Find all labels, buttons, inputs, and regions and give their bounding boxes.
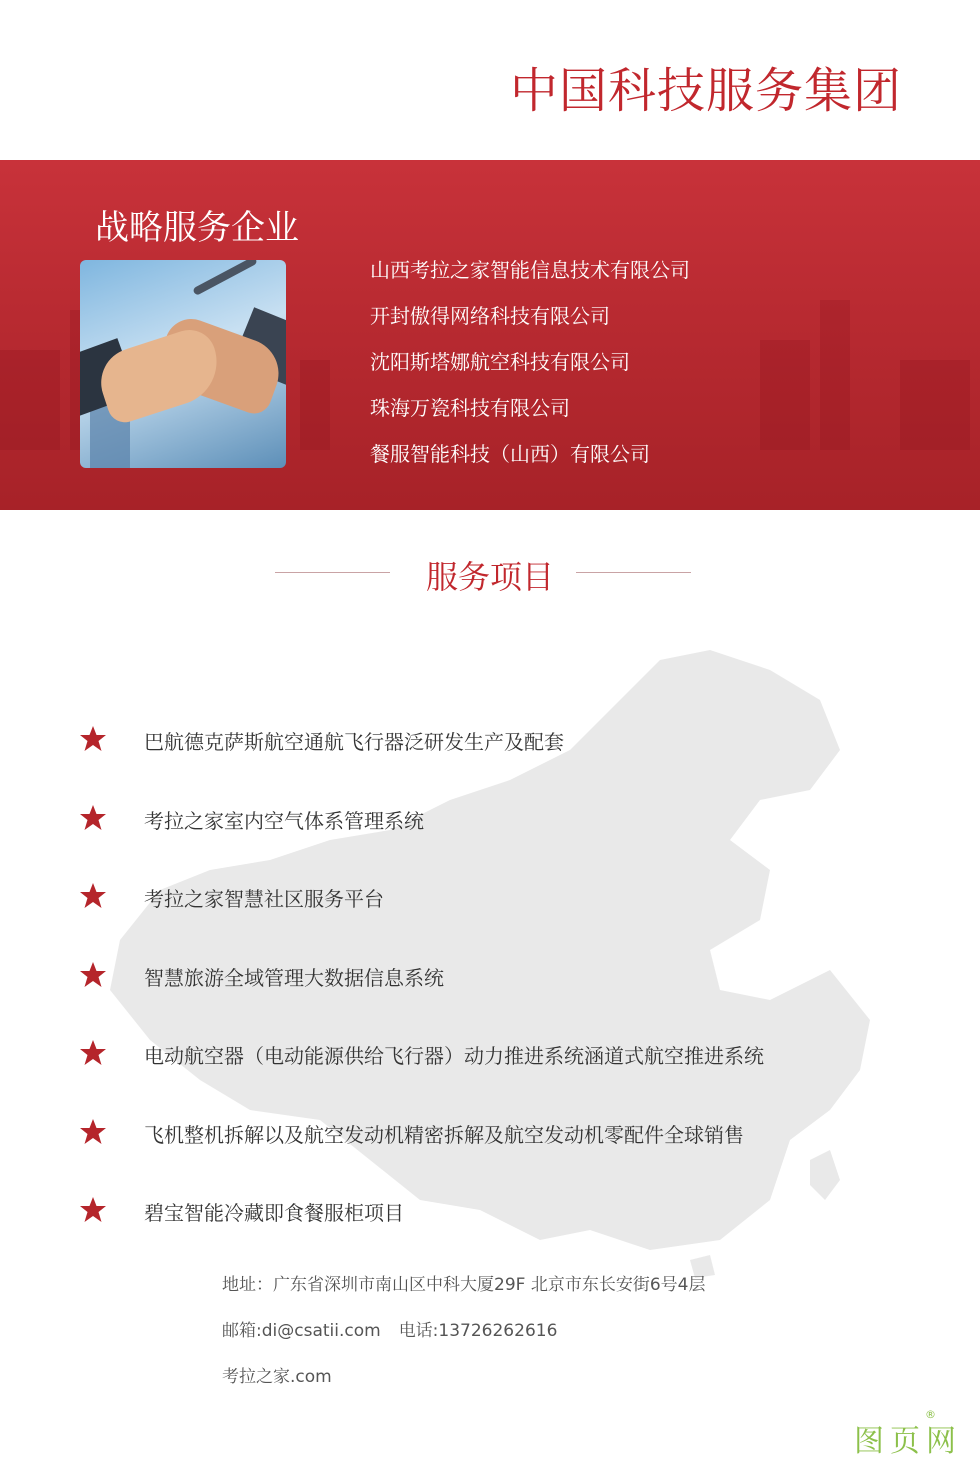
star-icon	[78, 803, 108, 833]
company-list	[370, 255, 690, 485]
section-title: 服务项目	[425, 558, 554, 596]
star-icon	[78, 881, 108, 911]
list-item: 珠海万瓷科技有限公司	[370, 396, 570, 420]
page-title: 中国科技服务集团	[509, 63, 902, 119]
list-item: 餐服智能科技（山西）有限公司	[370, 442, 650, 466]
star-icon	[78, 1195, 108, 1225]
star-icon	[78, 724, 108, 754]
service-item-text: 飞机整机拆解以及航空发动机精密拆解及航空发动机零配件全球销售	[144, 1122, 744, 1147]
strategic-partners-banner	[0, 160, 980, 510]
star-icon	[78, 1038, 108, 1068]
list-item: 开封傲得网络科技有限公司	[370, 304, 610, 328]
service-item-text: 电动航空器（电动能源供给飞行器）动力推进系统涵道式航空推进系统	[144, 1044, 764, 1068]
website-text[interactable]: 考拉之家.com	[222, 1367, 332, 1387]
services-header	[0, 550, 980, 600]
handshake-image	[80, 260, 286, 468]
star-icon	[78, 1117, 108, 1147]
star-icon	[78, 960, 108, 990]
contact-line	[222, 1318, 705, 1364]
banner-heading: 战略服务企业	[95, 208, 299, 248]
list-item: 山西考拉之家智能信息技术有限公司	[370, 258, 690, 282]
watermark	[854, 1408, 962, 1460]
service-item-text: 碧宝智能冷藏即食餐服柜项目	[144, 1201, 404, 1225]
list-item: 沈阳斯塔娜航空科技有限公司	[370, 350, 630, 374]
contact-footer	[222, 1272, 705, 1410]
phone-text[interactable]: 电话:13726262616	[398, 1321, 558, 1341]
email-text[interactable]: 邮箱:di@csatii.com	[222, 1321, 381, 1341]
watermark-text: 图页网	[854, 1424, 962, 1459]
address-text: 地址：广东省深圳市南山区中科大厦29F 北京市东长安街6号4层	[222, 1275, 706, 1295]
airplane-icon	[192, 260, 258, 296]
service-item-text: 考拉之家智慧社区服务平台	[144, 887, 384, 911]
divider	[576, 572, 691, 573]
service-item-text: 智慧旅游全域管理大数据信息系统	[144, 965, 444, 990]
service-item-text: 考拉之家室内空气体系管理系统	[144, 808, 424, 833]
service-item-text: 巴航德克萨斯航空通航飞行器泛研发生产及配套	[144, 730, 564, 754]
registered-mark: ®	[925, 1408, 936, 1421]
